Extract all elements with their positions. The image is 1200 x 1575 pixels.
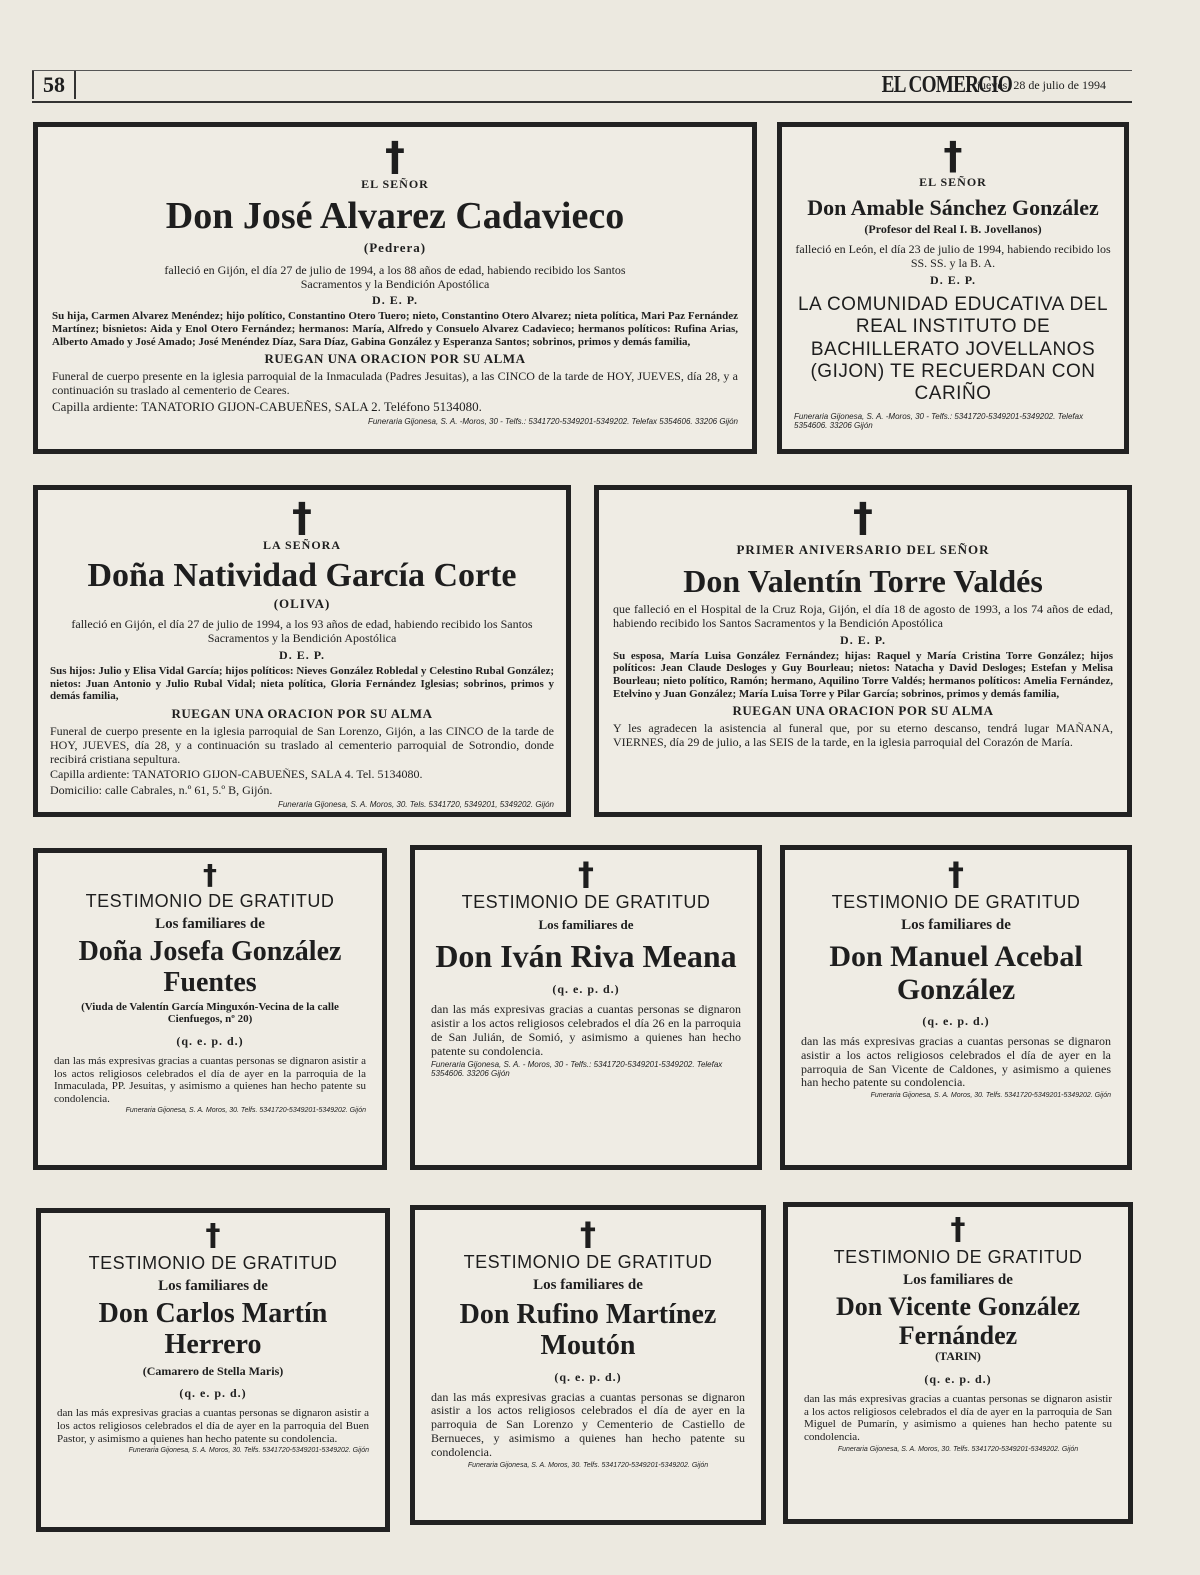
gratitude-text: dan las más expresivas gracias a cuantas personas se dignaron asistir a los actos religiosos celebrados el día 26 en la parroquia de San Julián, de Somió, y asimismo a quienes han hecho patente su condolencia. [431,1002,741,1058]
funeral-details: Funeral de cuerpo presente en la iglesia parroquial de San Lorenzo, Gijón, a las CINCO de la tarde de HOY, JUEVES, día 28, y a continuación su traslado al cementerio parroquial de Sotrondio, donde recibirá cristiana sepultura. [50,723,554,766]
deceased-name: Don Iván Riva Meana [435,938,737,974]
gratitude-gonzalez-fuentes [33,848,387,1170]
anniversary-torre-valdes [594,485,1132,817]
funeral-home: Funeraria Gijonesa, S. A. Moros, 30. Telfs. 5341720-5349201-5349202. Gijón [125,1107,366,1115]
funeral-home: Funeraria Gijonesa, S. A. Moros, 30. Telfs. 5341720-5349201-5349202. Gijón [128,1447,369,1455]
prayer-request: RUEGAN UNA ORACION POR SU ALMA [264,351,526,367]
funeral-home: Funeraria Gijonesa, S. A. -Moros, 30 - Telfs.: 5341720-5349201-5349202. Telefax 5354606. 33206 Gijón [367,416,738,426]
home-address: Domicilio: calle Cabrales, n.º 61, 5.º B, Gijón. [50,783,273,798]
deceased-note: (Viuda de Valentín García Minguxón-Vecina de la calle Cienfuegos, nº 20) [81,1000,339,1026]
obituary-title: EL SEÑOR [919,175,987,189]
gratitude-heading: TESTIMONIO DE GRATITUD [833,1247,1083,1267]
funeral-home: Funeraria Gijonesa, S. A. Moros, 30. Telfs. 5341720-5349201-5349202. Gijón [467,1461,709,1469]
funeral-details: Funeral de cuerpo presente en la iglesia parroquial de la Inmaculada (Padres Jesuitas), a las CINCO de la tarde de HOY, JUEVES, día 28, y a continuación su traslado al cementerio de Ceares. [52,369,738,398]
chapel-details: Capilla ardiente: TANATORIO GIJON-CABUEÑES, SALA 4. Tel. 5134080. [50,767,423,782]
qepd: (q. e. p. d.) [924,1371,992,1386]
deceased-name: Don Amable Sánchez González [807,195,1099,220]
gratitude-riva-meana [410,845,762,1170]
nickname: (OLIVA) [273,596,331,612]
dep: D. E. P. [840,632,886,647]
funeral-details: Y les agradecen la asistencia al funeral que, por su eterno descanso, tendrá lugar MAÑANA, VIERNES, día 29 de julio, a las SEIS de la tarde, en la iglesia parroquial del Corazón de María. [613,721,1113,750]
family-label: Los familiares de [533,1277,643,1293]
deceased-name: Doña Josefa González Fuentes [78,936,342,998]
gratitude-gonzalez-fernandez [783,1202,1133,1524]
gratitude-heading: TESTIMONIO DE GRATITUD [461,892,711,912]
gratitude-text: dan las más expresivas gracias a cuantas personas se dignaron asistir a los actos religiosos celebrados el día de ayer en la parroquia del Buen Pastor, y asimismo a quienes han hecho patente su condolencia. [57,1407,369,1445]
prayer-request: RUEGAN UNA ORACION POR SU ALMA [732,703,994,719]
dep: D. E. P. [279,647,325,662]
page-number: 58 [32,71,76,99]
anniversary-title: PRIMER ANIVERSARIO DEL SEÑOR [736,542,990,557]
cross-icon: † [853,495,873,541]
deceased-name: Don Manuel Acebal González [829,940,1083,1006]
nickname: (Pedrera) [363,239,427,255]
family-label: Los familiares de [538,917,634,932]
family-list: Sus hijos: Julio y Elisa Vidal García; hijos políticos: Nieves González Robledal y Celestino Rubal González; nietos: Juan Antonio y Julio Rubal Vidal; nieta política, Gloria Fernández Iglesias; sobrinos, primos y demás familia, [50,664,554,703]
cross-icon: † [948,855,964,893]
death-details: falleció en Gijón, el día 27 de julio de 1994, a los 93 años de edad, habiendo recibido los Santos Sacramentos y la Bendición Apostólica [71,617,533,646]
gratitude-heading: TESTIMONIO DE GRATITUD [88,1253,338,1273]
family-label: Los familiares de [901,917,1011,933]
gratitude-text: dan las más expresivas gracias a cuantas personas se dignaron asistir a los actos religiosos celebrados el día de ayer en la parroquia de San Lorenzo y Cementerio de Castiello de Bernueces, y asimismo a quienes han hecho patente su condolencia. [431,1389,745,1459]
gratitude-text: dan las más expresivas gracias a cuantas personas se dignaron asistir a los actos religiosos celebrados el día de ayer en la parroquia de la Inmaculada, PP. Jesuitas, y asimismo a quienes han hecho patente su condolencia. [54,1054,366,1105]
deceased-name: Doña Natividad García Corte [87,557,517,594]
obituary-alvarez-cadavieco [33,122,757,454]
cross-icon: † [203,858,217,891]
qepd: (q. e. p. d.) [552,982,620,997]
dep: D. E. P. [372,293,418,308]
community-message: LA COMUNIDAD EDUCATIVA DEL REAL INSTITUTO DE BACHILLERATO JOVELLANOS (GIJON) TE RECUERDAN CON CARIÑO [797,293,1109,405]
issue-date: jueves, 28 de julio de 1994 [976,78,1106,92]
family-label: Los familiares de [903,1272,1013,1288]
funeral-home: Funeraria Gijonesa, S. A. Moros, 30. Telfs. 5341720-5349201-5349202. Gijón [870,1092,1111,1100]
deceased-name: Don José Alvarez Cadavieco [165,195,625,237]
qepd: (q. e. p. d.) [176,1033,244,1048]
subtitle: (Profesor del Real I. B. Jovellanos) [864,222,1042,237]
cross-icon: † [950,1212,966,1247]
deceased-name: Don Valentín Torre Valdés [683,563,1043,599]
gratitude-martinez-mouton [410,1205,766,1525]
cross-icon: † [205,1218,221,1253]
gratitude-text: dan las más expresivas gracias a cuantas personas se dignaron asistir a los actos religiosos celebrados el día de ayer en la parroquia de San Miguel de Pumarín, y asimismo a quienes han hecho patente su condolencia. [804,1392,1112,1443]
family-list: Su hija, Carmen Alvarez Menéndez; hijo político, Constantino Otero Tuero; nieto, Constantino Otero Alvarez; nieta política, Mari Paz Fernández Martínez; bisnietos: Aida y Enol Otero Fernández; hermanos: María, Alfredo y Consuelo Alvarez Cadavieco; hermanos políticos: Rufina Arias, Alberto Amado y José Amado; José Menéndez Díaz, Sara Díaz, Gabina González y Esperanza Santos; sobrinos, primos y demás familia, [52,310,738,348]
funeral-home: Funeraria Gijonesa, S. A. Moros, 30. Tels. 5341720, 5349201, 5349202. Gijón [277,799,554,809]
chapel-details: Capilla ardiente: TANATORIO GIJON-CABUEÑES, SALA 2. Teléfono 5134080. [52,398,482,414]
funeral-home: Funeraria Gijonesa, S. A. Moros, 30. Telfs. 5341720-5349201-5349202. Gijón [837,1445,1079,1453]
death-details: que falleció en el Hospital de la Cruz Roja, Gijón, el día 18 de agosto de 1993, a los 74 años de edad, habiendo recibido los Santos Sacramentos y la Bendición Apostólica [613,602,1113,630]
gratitude-text: dan las más expresivas gracias a cuantas personas se dignaron asistir a los actos religiosos celebrados el día de ayer en la parroquia de San Vicente de Caldones, y asimismo a quienes han hecho patente su condolencia. [801,1034,1111,1090]
cross-icon: † [943,134,963,178]
funeral-home: Funeraria Gijonesa, S. A. -Moros, 30 - Telfs.: 5341720-5349201-5349202. Telefax 5354606. 33206 Gijón [794,411,1084,430]
prayer-request: RUEGAN UNA ORACION POR SU ALMA [171,705,433,721]
page-header [32,70,1132,103]
cross-icon: † [578,855,594,893]
obituary-garcia-corte [33,485,571,817]
gratitude-heading: TESTIMONIO DE GRATITUD [463,1252,713,1272]
qepd: (q. e. p. d.) [554,1369,622,1384]
gratitude-acebal-gonzalez [780,845,1132,1170]
gratitude-heading: TESTIMONIO DE GRATITUD [85,891,335,911]
obituary-title: EL SEÑOR [361,177,429,191]
dep: D. E. P. [930,272,976,287]
death-details: falleció en León, el día 23 de julio de 1994, habiendo recibido los SS. SS. y la B. A. [795,242,1111,270]
gratitude-heading: TESTIMONIO DE GRATITUD [831,892,1081,912]
family-label: Los familiares de [158,1278,268,1294]
gratitude-martin-herrero [36,1208,390,1532]
qepd: (q. e. p. d.) [179,1386,247,1401]
deceased-name: Don Rufino Martínez Moutón [459,1299,717,1361]
deceased-note: (Camarero de Stella Maris) [142,1363,284,1378]
cross-icon: † [385,134,405,180]
masthead: EL COMERCIO [881,72,1012,98]
obituary-title: LA SEÑORA [262,538,342,552]
family-list: Su esposa, María Luisa González Fernández; hijas: Raquel y María Cristina Torre González; hijos políticos: Jean Claude Desloges y Guy Bourleau; nietos: Natacha y David Desloges; Estefan y Melisa Bourleau; nieto político, Ramón; hermano, Aquilino Torre Valdés; hermanos políticos: Amelia Fernández, Etelvino y Juan González; María Luisa Torre y Pilar García; sobrinos, primos y demás familia, [613,649,1113,700]
deceased-name: Don Carlos Martín Herrero [98,1298,328,1360]
cross-icon: † [292,495,312,541]
deceased-name: Don Vicente González Fernández [835,1292,1081,1350]
family-label: Los familiares de [155,916,265,932]
funeral-home: Funeraria Gijonesa, S. A. - Moros, 30 - Telfs.: 5341720-5349201-5349202. Telefax 5354606. 33206 Gijón [431,1060,723,1079]
qepd: (q. e. p. d.) [922,1014,990,1028]
deceased-note: (TARIN) [935,1349,981,1364]
obituary-sanchez-gonzalez [777,122,1129,454]
cross-icon: † [580,1215,596,1253]
death-details: falleció en Gijón, el día 27 de julio de 1994, a los 88 años de edad, habiendo recibido los Santos Sacramentos y la Bendición Apostólica [164,262,626,291]
